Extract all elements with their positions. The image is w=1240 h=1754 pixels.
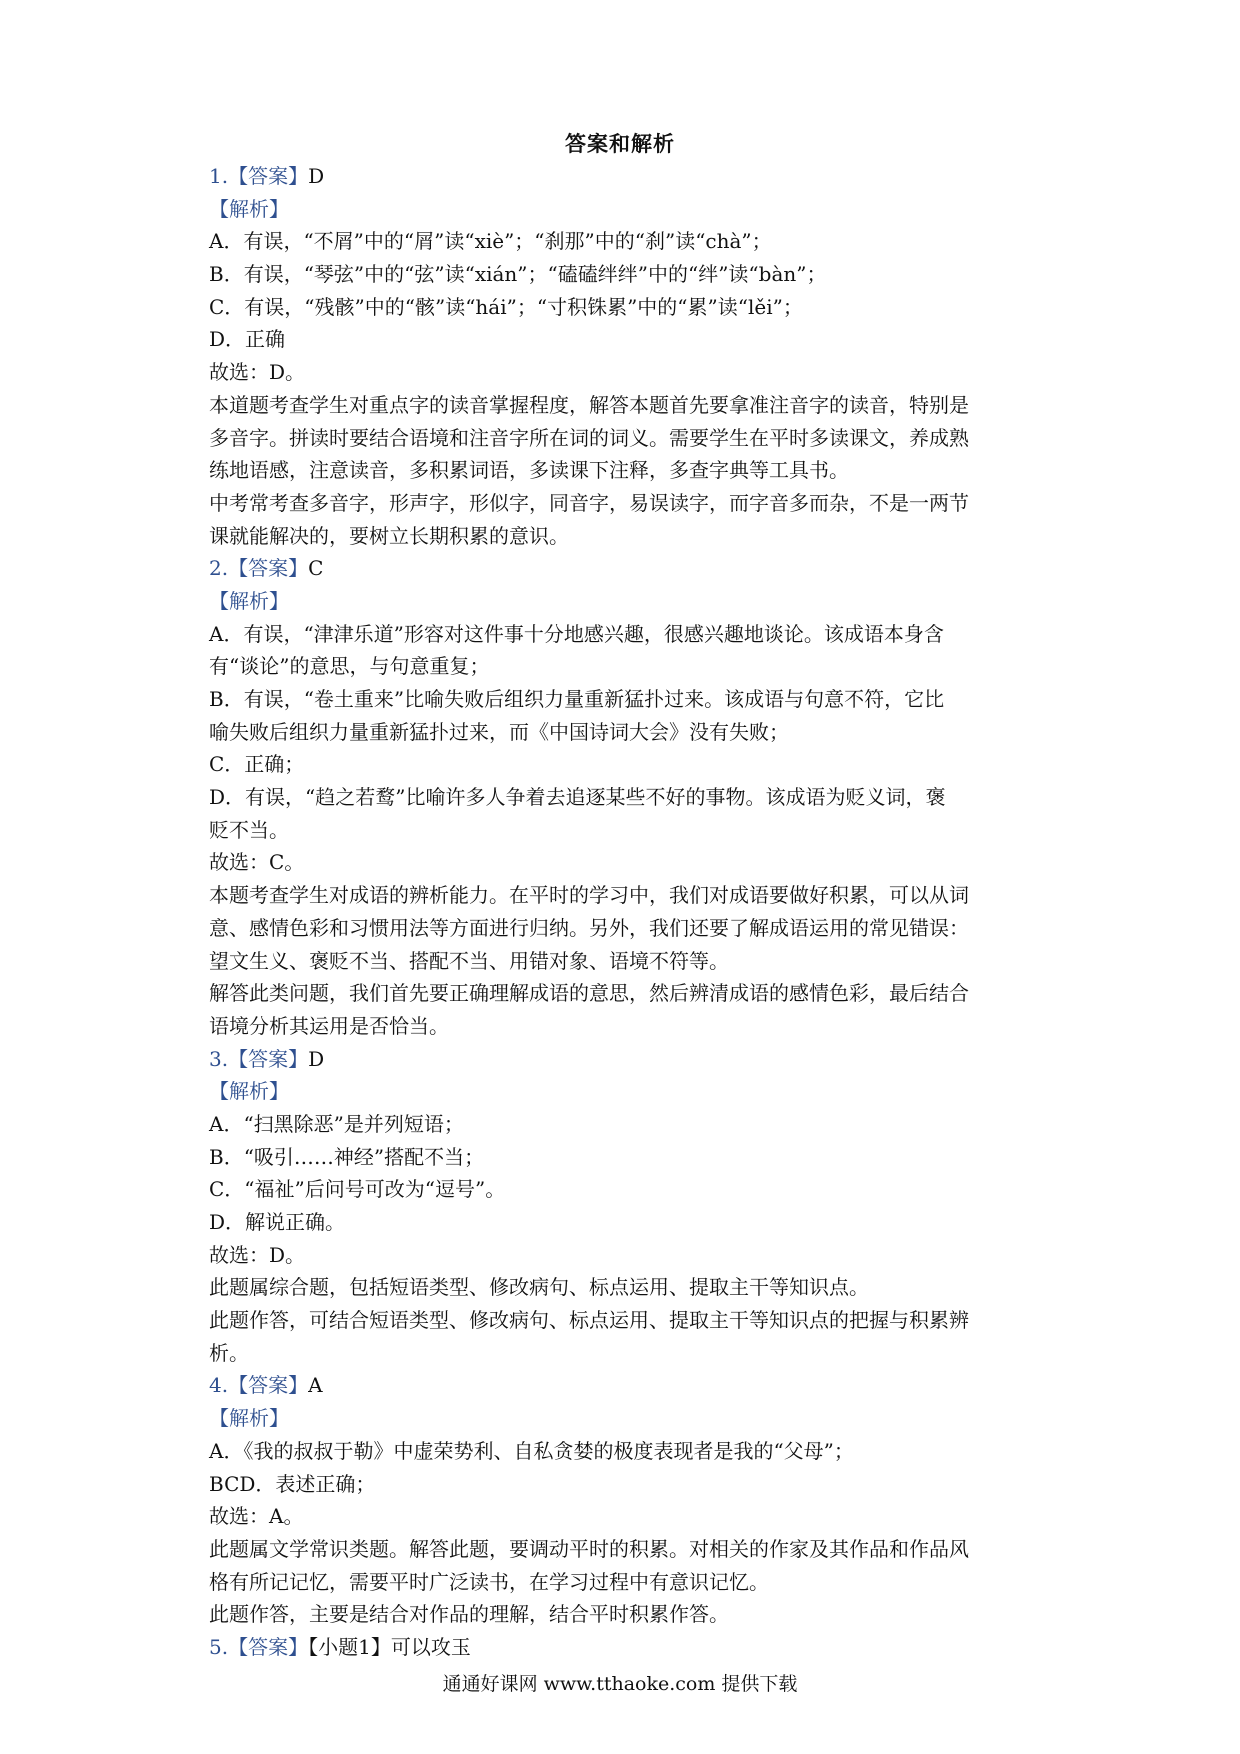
analysis-line: 解答此类问题，我们首先要正确理解成语的意思，然后辨清成语的感情色彩，最后结合 (209, 981, 969, 1006)
analysis-line: A．有误，“津津乐道”形容对这件事十分地感兴趣，很感兴趣地谈论。该成语本身含 (209, 621, 944, 646)
analysis-line: B．有误，“卷土重来”比喻失败后组织力量重新猛扑过来。该成语与句意不符，它比 (209, 687, 945, 711)
analysis-tag: 【解析】 (209, 1079, 289, 1104)
analysis-line: 故选：D。 (209, 1242, 306, 1267)
analysis-line: 多音字。拼读时要结合语境和注音字所在词的词义。需要学生在平时多读课文，养成熟 (209, 425, 969, 450)
analysis-line: B．“吸引……神经”搭配不当； (209, 1144, 485, 1169)
analysis-line: A．有误，“不屑”中的“屑”读“xiè”；“刹那”中的“刹”读“chà”； (209, 229, 772, 254)
page-footer: 通通好课网 www.tthaoke.com 提供下载 (442, 1673, 798, 1695)
analysis-line: 望文生义、褒贬不当、搭配不当、用错对象、语境不符等。 (209, 948, 729, 973)
analysis-line: 析。 (209, 1340, 249, 1365)
analysis-line: 故选：A。 (209, 1504, 304, 1529)
answer-tag: 【答案】 (228, 1046, 309, 1071)
analysis-line: 贬不当。 (209, 817, 289, 842)
question-1-answer-line (209, 160, 1039, 193)
analysis-line: C．有误，“残骸”中的“骸”读“hái”；“寸积铢累”中的“累”读“lěi”； (209, 294, 803, 319)
analysis-line: 课就能解决的，要树立长期积累的意识。 (209, 523, 569, 548)
analysis-line: 喻失败后组织力量重新猛扑过来，而《中国诗词大会》没有失败； (209, 719, 789, 744)
answer-value: D (308, 164, 325, 188)
analysis-line: 此题作答，主要是结合对作品的理解，结合平时积累作答。 (209, 1602, 729, 1627)
analysis-line: 意、感情色彩和习惯用法等方面进行归纳。另外，我们还要了解成语运用的常见错误： (209, 915, 969, 940)
answer-value: A (308, 1373, 323, 1398)
page-title: 答案和解析 (565, 132, 675, 156)
question-number: 1. (209, 164, 229, 188)
analysis-line: D．有误，“趋之若鹜”比喻许多人争着去追逐某些不好的事物。该成语为贬义词，褒 (209, 785, 946, 810)
analysis-line: A．“扫黑除恶”是并列短语； (209, 1111, 464, 1136)
analysis-tag: 【解析】 (209, 196, 289, 221)
analysis-line: 故选：D。 (209, 360, 306, 385)
analysis-line: A．《我的叔叔于勒》中虚荣势利、自私贪婪的极度表现者是我的“父母”； (209, 1438, 854, 1463)
analysis-line: C．正确； (209, 752, 305, 777)
answer-tag: 【答案】 (228, 164, 309, 188)
analysis-line: 故选：C。 (209, 850, 305, 875)
question-number: 3. (209, 1046, 229, 1071)
answer-value: 【小题1】可以攻玉 (308, 1634, 471, 1659)
analysis-line: 此题属综合题，包括短语类型、修改病句、标点运用、提取主干等知识点。 (209, 1275, 869, 1300)
answer-tag: 【答案】 (228, 556, 309, 581)
analysis-line: 此题属文学常识类题。解答此题，要调动平时的积累。对相关的作家及其作品和作品风 (209, 1536, 969, 1561)
question-4-answer-line (209, 1369, 1039, 1402)
analysis-line: 本道题考查学生对重点字的读音掌握程度，解答本题首先要拿准注音字的读音，特别是 (209, 392, 969, 417)
analysis-tag: 【解析】 (209, 1406, 289, 1431)
question-number: 5. (209, 1634, 229, 1659)
question-number: 2. (209, 556, 229, 581)
answer-value: D (308, 1046, 325, 1071)
analysis-tag: 【解析】 (209, 588, 289, 613)
answer-tag: 【答案】 (228, 1373, 309, 1398)
question-5-answer-line (209, 1631, 1039, 1664)
question-number: 4. (209, 1373, 229, 1398)
analysis-line: 语境分析其运用是否恰当。 (209, 1013, 449, 1038)
answer-content (209, 160, 1039, 1664)
analysis-line: 有“谈论”的意思，与句意重复； (209, 654, 490, 679)
analysis-line: 格有所记记忆，需要平时广泛读书，在学习过程中有意识记忆。 (209, 1569, 769, 1594)
analysis-line: 此题作答，可结合短语类型、修改病句、标点运用、提取主干等知识点的把握与积累辨 (209, 1308, 969, 1333)
analysis-line: D．正确 (209, 327, 286, 352)
analysis-line: BCD．表述正确； (209, 1471, 376, 1496)
analysis-line: C．“福祉”后问号可改为“逗号”。 (209, 1177, 506, 1202)
analysis-line: 本题考查学生对成语的辨析能力。在平时的学习中，我们对成语要做好积累，可以从词 (209, 883, 969, 908)
analysis-line: D．解说正确。 (209, 1210, 346, 1234)
answer-value: C (308, 556, 324, 581)
answer-tag: 【答案】 (228, 1634, 309, 1659)
analysis-line: 练地语感，注意读音，多积累词语，多读课下注释，多查字典等工具书。 (209, 458, 849, 483)
question-2-answer-line (209, 552, 1039, 585)
analysis-line: 中考常考查多音字，形声字，形似字，同音字，易误读字，而字音多而杂，不是一两节 (209, 490, 969, 515)
question-3-answer-line (209, 1043, 1039, 1076)
analysis-line: B．有误，“琴弦”中的“弦”读“xián”；“磕磕绊绊”中的“绊”读“bàn”； (209, 262, 827, 287)
